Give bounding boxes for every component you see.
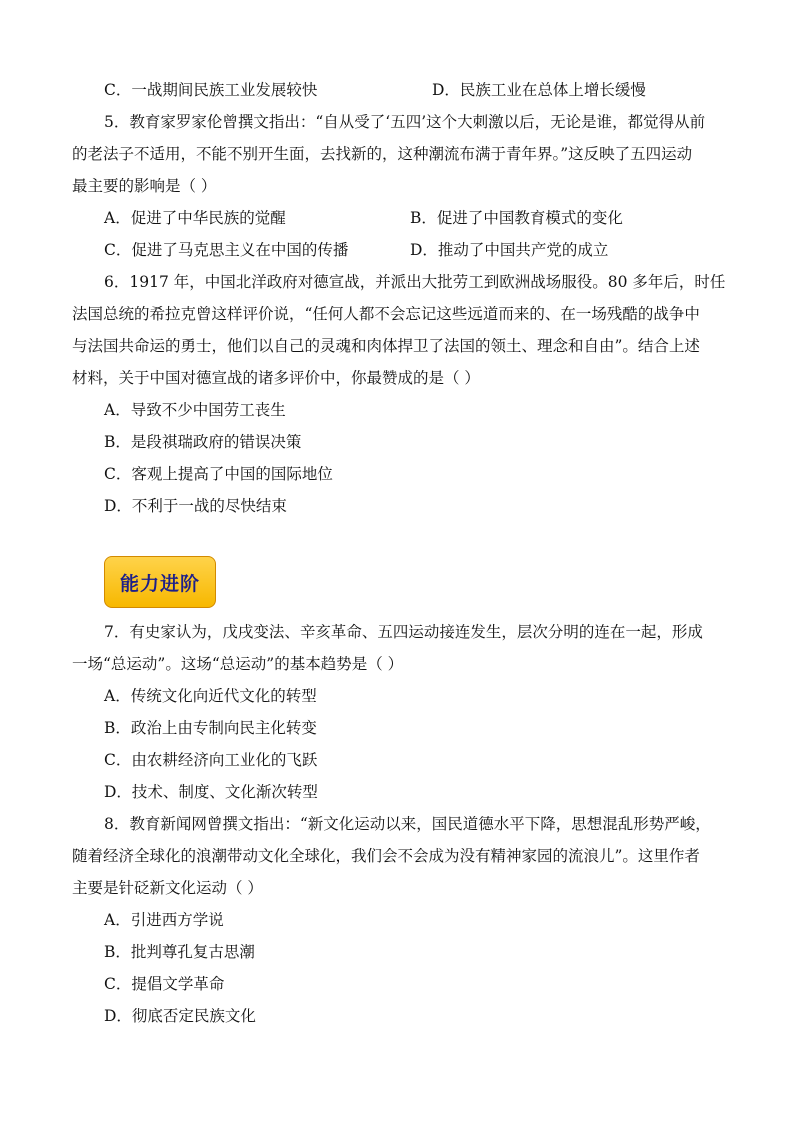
q7-option-b: B．政治上由专制向民主化转变 (104, 719, 317, 737)
q4-option-d: D．民族工业在总体上增长缓慢 (432, 81, 646, 99)
q5-option-c: C．促进了马克思主义在中国的传播 (104, 241, 349, 259)
q5-stem-line-3: 最主要的影响是（ ） (72, 177, 217, 195)
q6-stem-line-4: 材料，关于中国对德宣战的诸多评价中，你最赞成的是（ ） (72, 369, 480, 387)
q8-option-a: A．引进西方学说 (104, 911, 224, 929)
q7-stem-line-1: 7．有史家认为，戊戌变法、辛亥革命、五四运动接连发生，层次分明的连在一起，形成 (104, 623, 703, 641)
q6-stem-line-2: 法国总统的希拉克曾这样评价说，“任何人都不会忘记这些远道而来的、在一场残酷的战争中 (72, 305, 700, 323)
q6-option-d: D．不利于一战的尽快结束 (104, 497, 287, 515)
q7-option-c: C．由农耕经济向工业化的飞跃 (104, 751, 318, 769)
q6-stem-line-1: 6．1917 年，中国北洋政府对德宣战，并派出大批劳工到欧洲战场服役。80 多年后，时任 (104, 273, 726, 291)
q7-stem-line-2: 一场“总运动”。这场“总运动”的基本趋势是（ ） (72, 655, 404, 673)
q5-option-d: D．推动了中国共产党的成立 (410, 241, 609, 259)
q6-option-a: A．导致不少中国劳工丧生 (104, 401, 286, 419)
q8-option-d: D．彻底否定民族文化 (104, 1007, 256, 1025)
q7-option-d: D．技术、制度、文化渐次转型 (104, 783, 318, 801)
q8-stem-line-1: 8．教育新闻网曾撰文指出：“新文化运动以来，国民道德水平下降，思想混乱形势严峻， (104, 815, 711, 833)
q5-option-b: B．促进了中国教育模式的变化 (410, 209, 623, 227)
q6-option-c: C．客观上提高了中国的国际地位 (104, 465, 333, 483)
q7-option-a: A．传统文化向近代文化的转型 (104, 687, 317, 705)
section-badge-label: 能力进阶 (119, 572, 200, 595)
q5-option-a: A．促进了中华民族的觉醒 (104, 209, 286, 227)
q5-stem-line-1: 5．教育家罗家伦曾撰文指出：“自从受了‘五四’这个大刺激以后，无论是谁，都觉得从前 (104, 113, 706, 131)
q4-option-c: C．一战期间民族工业发展较快 (104, 81, 318, 99)
q8-stem-line-3: 主要是针砭新文化运动（ ） (72, 879, 263, 897)
q5-stem-line-2: 的老法子不适用，不能不别开生面，去找新的，这种潮流布满于青年界。”这反映了五四运动 (72, 145, 693, 163)
q8-option-c: C．提倡文学革命 (104, 975, 225, 993)
q6-stem-line-3: 与法国共命运的勇士，他们以自己的灵魂和肉体捍卫了法国的领土、理念和自由”。结合上述 (72, 337, 700, 355)
q8-stem-line-2: 随着经济全球化的浪潮带动文化全球化，我们会不会成为没有精神家园的流浪儿”。这里作者 (72, 847, 700, 865)
q6-option-b: B．是段祺瑞政府的错误决策 (104, 433, 302, 451)
q8-option-b: B．批判尊孔复古思潮 (104, 943, 255, 961)
section-badge (104, 556, 216, 608)
